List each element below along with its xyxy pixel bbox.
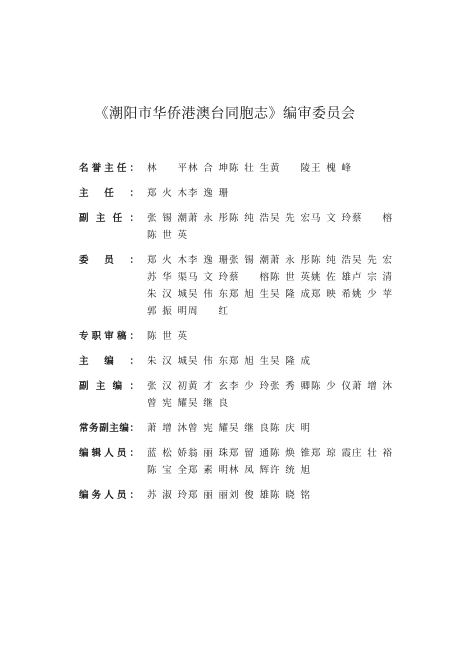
member-name: 马文玲: [311, 213, 351, 224]
member-name: 吴伟东: [188, 289, 228, 300]
member-names: [147, 445, 433, 479]
member-name: 李逸珊: [188, 255, 228, 266]
roster-row: [79, 185, 439, 202]
member-name: 庄壮裕: [352, 448, 392, 459]
role-label: 副主编：: [79, 381, 139, 392]
member-name: 萧永彤: [270, 255, 310, 266]
member-name: 郑旭生: [229, 289, 269, 300]
member-name: 曾宪耀: [188, 423, 228, 434]
member-names: [147, 185, 433, 202]
member-name: 李逸珊: [188, 188, 228, 199]
member-name: 郭振明: [147, 306, 187, 317]
member-name: 陈宝全: [147, 465, 187, 476]
member-name: 马文玲: [188, 272, 228, 283]
member-name: 李少玲: [229, 381, 269, 392]
member-name: 蔡榕: [229, 272, 269, 283]
member-name: 吴隆成: [270, 356, 310, 367]
member-name: 姚少苹: [352, 289, 392, 300]
member-name: 陈壮生: [229, 163, 269, 174]
roster-row: [79, 210, 439, 244]
member-name: 陈世英: [147, 331, 187, 342]
member-name: 苏淑玲: [147, 490, 187, 501]
roster-row: [79, 378, 439, 412]
member-name: 张汉初: [147, 381, 187, 392]
roster-row: [79, 420, 439, 437]
member-name: 陈纯浩: [311, 255, 351, 266]
member-name: 林平: [147, 163, 187, 174]
member-name: 吴先宏: [270, 213, 310, 224]
role-label: 名誉主任：: [79, 163, 139, 174]
member-name: 陈世英: [147, 230, 187, 241]
member-name: 王槐峰: [311, 163, 351, 174]
member-name: 曾宪耀: [147, 398, 187, 409]
role-label: 专职审稿：: [79, 331, 139, 342]
member-names: [147, 420, 433, 437]
member-name: 吴隆成: [270, 289, 310, 300]
member-name: 林合坤: [188, 163, 228, 174]
member-name: 陈世英: [270, 272, 310, 283]
role-label: 编务人员：: [79, 490, 139, 501]
member-name: 姚佐雄: [311, 272, 351, 283]
member-name: 郑火木: [147, 255, 187, 266]
member-name: 翁丽珠: [188, 448, 228, 459]
member-name: 郑琼霞: [311, 448, 351, 459]
member-names: [147, 353, 433, 370]
member-name: 刘俊雄: [229, 490, 269, 501]
member-name: 陈纯浩: [229, 213, 269, 224]
member-name: 林凤辉: [229, 465, 269, 476]
role-label: 常务副主编：: [79, 423, 139, 434]
member-names: [147, 210, 433, 244]
member-name: 朱汉城: [147, 356, 187, 367]
member-name: 蔡榕: [352, 213, 392, 224]
member-name: 吴继良: [229, 423, 269, 434]
role-label: 主编：: [79, 356, 139, 367]
member-name: 许统旭: [270, 465, 310, 476]
member-names: [147, 378, 433, 412]
member-name: 郑素明: [188, 465, 228, 476]
roster-row: [79, 445, 439, 479]
member-name: 张秀卿: [270, 381, 310, 392]
member-name: 郑映希: [311, 289, 351, 300]
roster-row: [79, 487, 439, 504]
member-names: [147, 160, 433, 177]
member-name: 周红: [188, 306, 228, 317]
member-name: 吴伟东: [188, 356, 228, 367]
member-name: 蓝松娇: [147, 448, 187, 459]
member-name: 黄才玄: [188, 381, 228, 392]
member-name: 卢宗清: [352, 272, 392, 283]
member-name: 苏华渠: [147, 272, 187, 283]
member-name: 张锡潮: [229, 255, 269, 266]
member-name: 陈庆明: [270, 423, 310, 434]
member-name: 郑丽丽: [188, 490, 228, 501]
member-names: [147, 328, 433, 345]
roster-row: [79, 353, 439, 370]
member-name: 萧永彤: [188, 213, 228, 224]
roster-row: [79, 328, 439, 345]
member-name: 朱汉城: [147, 289, 187, 300]
roster-row: [79, 252, 439, 320]
member-name: 陈焕锥: [270, 448, 310, 459]
member-name: 陈晓铭: [270, 490, 310, 501]
member-name: 吴先宏: [352, 255, 392, 266]
committee-roster: [79, 160, 439, 512]
member-name: 萧增沐: [352, 381, 392, 392]
member-name: 郑留通: [229, 448, 269, 459]
member-name: 郑旭生: [229, 356, 269, 367]
member-name: 陈少仪: [311, 381, 351, 392]
member-names: [147, 252, 433, 320]
member-name: 郑火木: [147, 188, 187, 199]
role-label: 主任：: [79, 188, 139, 199]
member-name: 吴继良: [188, 398, 228, 409]
member-name: 黄陵: [270, 163, 310, 174]
member-name: 萧增沐: [147, 423, 187, 434]
roster-row: [79, 160, 439, 177]
member-names: [147, 487, 433, 504]
role-label: 编辑人员：: [79, 448, 139, 459]
role-label: 委员：: [79, 255, 139, 266]
page-title: 《潮阳市华侨港澳台同胞志》编审委员会: [94, 106, 356, 122]
role-label: 副主任：: [79, 213, 139, 224]
member-name: 张锡潮: [147, 213, 187, 224]
